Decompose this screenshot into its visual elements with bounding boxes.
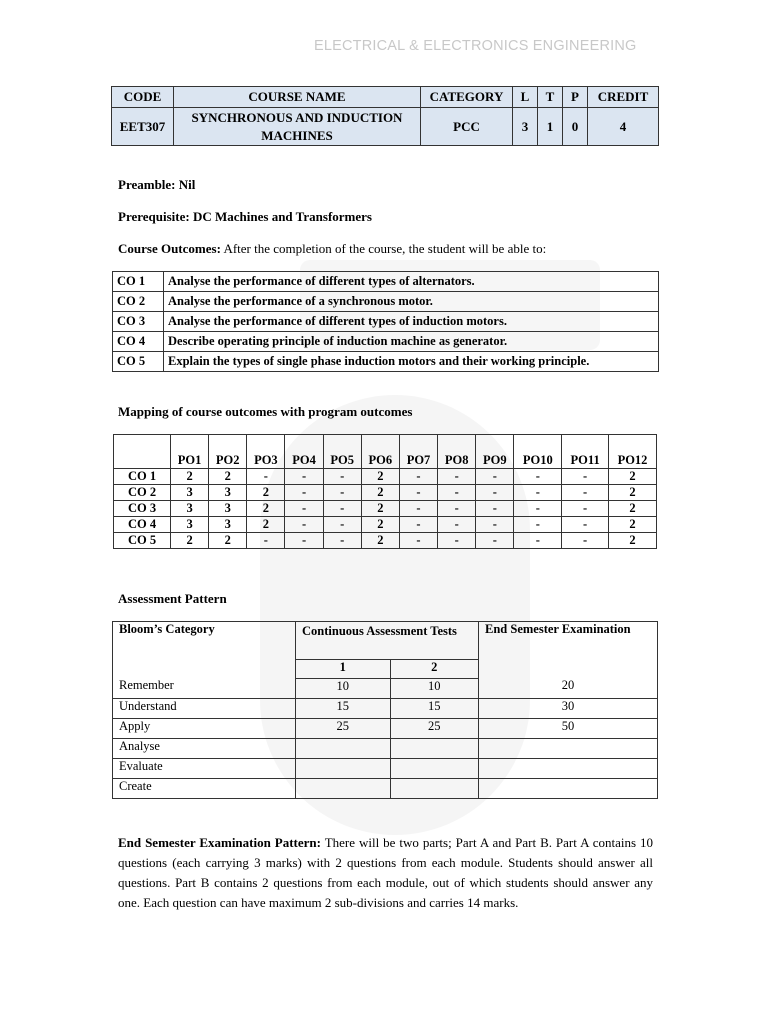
mapping-cell: 2: [609, 517, 657, 533]
course-table: [111, 86, 659, 146]
blooms-category: Create: [113, 778, 296, 798]
mapping-cell: -: [476, 501, 514, 517]
table-row: [113, 292, 659, 312]
co-text: Describe operating principle of induction machine as generator.: [164, 332, 659, 352]
co-label: CO 4: [114, 517, 171, 533]
credit: 4: [588, 108, 659, 146]
mapping-cell: 3: [209, 517, 247, 533]
table-row: [113, 678, 658, 698]
assessment-value: [390, 778, 478, 798]
assessment-value: [390, 758, 478, 778]
assessment-value: [479, 758, 658, 778]
table-row: [113, 332, 659, 352]
mapping-cell: 2: [361, 485, 399, 501]
mapping-cell: 2: [361, 501, 399, 517]
assessment-table: [112, 621, 658, 799]
mapping-cell: -: [562, 501, 609, 517]
preamble-value: Nil: [178, 177, 196, 192]
prerequisite: [118, 209, 372, 225]
po-header: PO9: [476, 453, 514, 469]
mapping-cell: -: [323, 533, 361, 549]
mapping-cell: 2: [361, 469, 399, 485]
mapping-cell: 2: [609, 533, 657, 549]
mapping-cell: -: [476, 469, 514, 485]
mapping-cell: 2: [609, 485, 657, 501]
po-header: PO6: [361, 453, 399, 469]
ese-pattern-label: End Semester Examination Pattern:: [118, 835, 321, 850]
test-2-header: 2: [390, 660, 478, 679]
ese-pattern-paragraph: [118, 833, 653, 913]
assessment-value: [296, 738, 391, 758]
mapping-table: [113, 434, 657, 549]
mapping-cell: -: [562, 469, 609, 485]
mapping-cell: -: [514, 517, 562, 533]
mapping-cell: -: [285, 469, 323, 485]
header-cell: CATEGORY: [421, 87, 513, 108]
cat-header: Continuous Assessment Tests: [296, 622, 479, 660]
mapping-cell: 2: [209, 469, 247, 485]
page-header: ELECTRICAL & ELECTRONICS ENGINEERING: [314, 38, 637, 54]
mapping-cell: -: [399, 469, 437, 485]
mapping-cell: -: [514, 469, 562, 485]
course-category: PCC: [421, 108, 513, 146]
mapping-cell: -: [323, 469, 361, 485]
co-code: CO 5: [113, 352, 164, 372]
mapping-cell: 2: [247, 517, 285, 533]
co-text: Analyse the performance of different types of alternators.: [164, 272, 659, 292]
mapping-cell: -: [438, 501, 476, 517]
mapping-cell: 3: [171, 501, 209, 517]
table-row: [114, 485, 657, 501]
table-row: [114, 517, 657, 533]
table-row: [113, 738, 658, 758]
ese-header: End Semester Examination: [479, 622, 658, 679]
assessment-value: 25: [296, 718, 391, 738]
blooms-category: Analyse: [113, 738, 296, 758]
mapping-cell: -: [562, 485, 609, 501]
po-header: PO4: [285, 453, 323, 469]
co-code: CO 2: [113, 292, 164, 312]
assessment-value: [479, 778, 658, 798]
assessment-value: 20: [479, 678, 658, 698]
assessment-value: [296, 758, 391, 778]
table-row: [113, 718, 658, 738]
mapping-cell: 2: [609, 501, 657, 517]
course-code: EET307: [112, 108, 174, 146]
assessment-value: [479, 738, 658, 758]
po-header: PO11: [562, 453, 609, 469]
assessment-value: [296, 778, 391, 798]
mapping-cell: -: [399, 501, 437, 517]
mapping-cell: -: [247, 533, 285, 549]
mapping-cell: 3: [209, 501, 247, 517]
co-code: CO 4: [113, 332, 164, 352]
mapping-cell: -: [476, 517, 514, 533]
mapping-cell: 3: [171, 517, 209, 533]
prerequisite-value: DC Machines and Transformers: [192, 209, 372, 224]
mapping-cell: -: [438, 517, 476, 533]
mapping-cell: -: [285, 517, 323, 533]
mapping-cell: -: [514, 485, 562, 501]
mapping-cell: -: [399, 485, 437, 501]
mapping-cell: 2: [361, 517, 399, 533]
mapping-cell: 2: [361, 533, 399, 549]
table-row: [113, 778, 658, 798]
table-row: [113, 698, 658, 718]
po-header: PO10: [514, 453, 562, 469]
blooms-category-header: Bloom’s Category: [113, 622, 296, 679]
practical-hours: 0: [563, 108, 588, 146]
header-cell: P: [563, 87, 588, 108]
po-header: PO12: [609, 453, 657, 469]
table-row: [113, 352, 659, 372]
mapping-cell: 2: [171, 469, 209, 485]
course-outcomes-label: Course Outcomes:: [118, 241, 221, 256]
po-header: PO3: [247, 453, 285, 469]
mapping-cell: -: [476, 485, 514, 501]
test-1-header: 1: [296, 660, 391, 679]
assessment-value: 30: [479, 698, 658, 718]
mapping-cell: -: [514, 501, 562, 517]
mapping-cell: -: [323, 517, 361, 533]
blooms-category: Understand: [113, 698, 296, 718]
assessment-value: 10: [296, 678, 391, 698]
po-header: PO5: [323, 453, 361, 469]
mapping-cell: -: [323, 501, 361, 517]
preamble-label: Preamble:: [118, 177, 176, 192]
co-label: CO 3: [114, 501, 171, 517]
mapping-cell: -: [438, 533, 476, 549]
course-name: SYNCHRONOUS AND INDUCTION MACHINES: [174, 108, 421, 146]
mapping-cell: -: [438, 485, 476, 501]
course-outcomes-intro: [118, 241, 546, 257]
ese-pattern-text: There will be two parts; Part A and Part B. Part A contains 10 questions (each carrying 3 marks) with 2 questions from each module. Students should answer all questions. Part B contains 2 questions from each module, out of which students should answer any one. Each question can have maximum 2 sub-divisions and carries 14 marks.: [118, 835, 654, 910]
blooms-category: Apply: [113, 718, 296, 738]
header-cell: CREDIT: [588, 87, 659, 108]
preamble: [118, 177, 195, 193]
table-row: [114, 469, 657, 485]
mapping-cell: 2: [247, 501, 285, 517]
assessment-title: Assessment Pattern: [118, 591, 227, 606]
table-row: [113, 272, 659, 292]
co-text: Analyse the performance of different types of induction motors.: [164, 312, 659, 332]
prerequisite-label: Prerequisite:: [118, 209, 190, 224]
po-header: PO8: [438, 453, 476, 469]
assessment-value: [390, 738, 478, 758]
mapping-cell: 3: [209, 485, 247, 501]
mapping-cell: 2: [609, 469, 657, 485]
co-code: CO 3: [113, 312, 164, 332]
tutorial-hours: 1: [538, 108, 563, 146]
course-outcomes-text: After the completion of the course, the student will be able to:: [223, 241, 547, 256]
mapping-cell: -: [438, 469, 476, 485]
table-row: [113, 312, 659, 332]
header-cell: CODE: [112, 87, 174, 108]
mapping-cell: -: [285, 533, 323, 549]
course-outcomes-table: [112, 271, 659, 372]
mapping-cell: -: [285, 485, 323, 501]
mapping-cell: -: [247, 469, 285, 485]
table-row: [113, 758, 658, 778]
assessment-value: 15: [390, 698, 478, 718]
table-row: [114, 501, 657, 517]
po-header: PO1: [171, 453, 209, 469]
co-label: CO 5: [114, 533, 171, 549]
mapping-title: Mapping of course outcomes with program outcomes: [118, 404, 413, 419]
mapping-cell: 3: [171, 485, 209, 501]
co-label: CO 2: [114, 485, 171, 501]
blooms-category: Evaluate: [113, 758, 296, 778]
assessment-value: 50: [479, 718, 658, 738]
co-label: CO 1: [114, 469, 171, 485]
lecture-hours: 3: [513, 108, 538, 146]
assessment-value: 15: [296, 698, 391, 718]
mapping-cell: -: [399, 533, 437, 549]
po-header: PO2: [209, 453, 247, 469]
mapping-cell: -: [285, 501, 323, 517]
table-row: [114, 533, 657, 549]
blooms-category: Remember: [113, 678, 296, 698]
header-cell: L: [513, 87, 538, 108]
mapping-cell: -: [562, 533, 609, 549]
mapping-cell: -: [476, 533, 514, 549]
assessment-value: 10: [390, 678, 478, 698]
mapping-cell: -: [562, 517, 609, 533]
header-cell: COURSE NAME: [174, 87, 421, 108]
mapping-cell: -: [514, 533, 562, 549]
co-code: CO 1: [113, 272, 164, 292]
header-cell: T: [538, 87, 563, 108]
mapping-cell: 2: [171, 533, 209, 549]
co-text: Explain the types of single phase induction motors and their working principle.: [164, 352, 659, 372]
mapping-cell: -: [399, 517, 437, 533]
po-header: PO7: [399, 453, 437, 469]
co-text: Analyse the performance of a synchronous motor.: [164, 292, 659, 312]
assessment-value: 25: [390, 718, 478, 738]
mapping-cell: 2: [247, 485, 285, 501]
mapping-cell: 2: [209, 533, 247, 549]
mapping-cell: -: [323, 485, 361, 501]
